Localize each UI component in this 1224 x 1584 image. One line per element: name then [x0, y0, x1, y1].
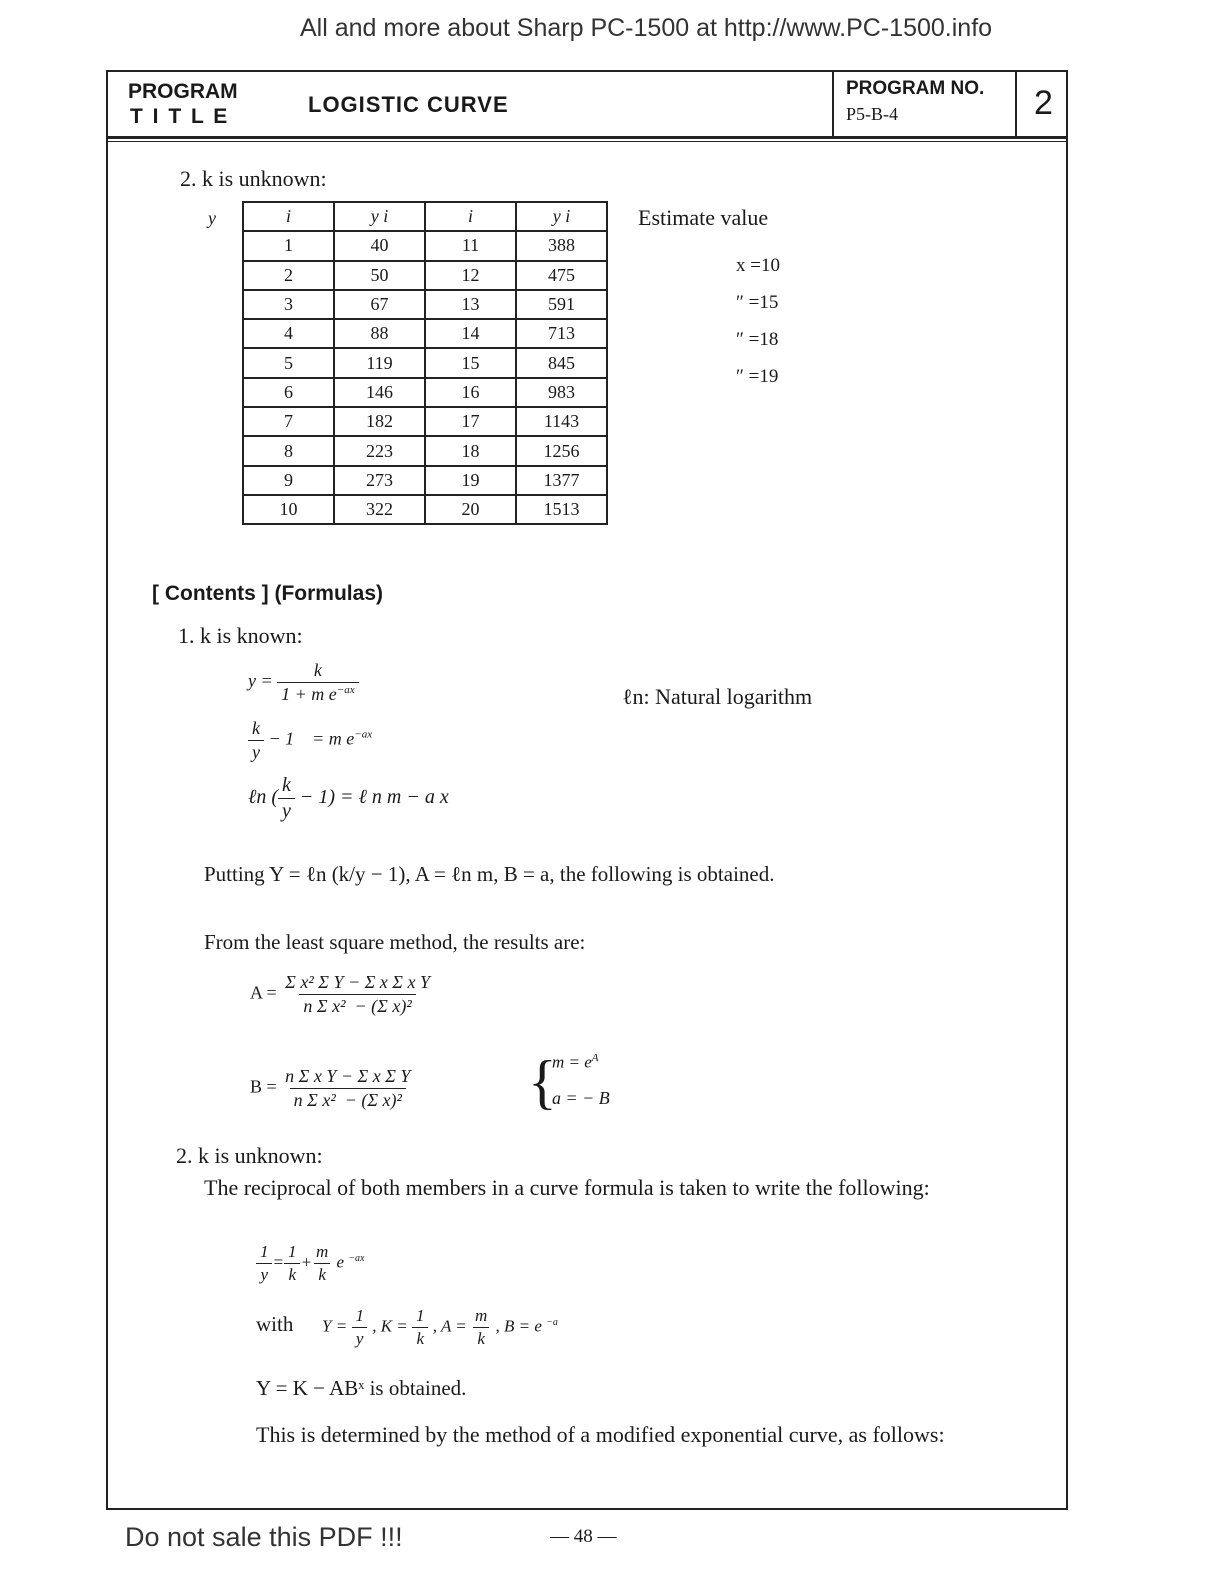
- page-index: 2: [1034, 84, 1053, 122]
- table-cell: 10: [243, 495, 334, 524]
- table-cell: 322: [334, 495, 425, 524]
- contents-heading: [ Contents ] (Formulas): [152, 582, 383, 605]
- obtained-text: Y = K − ABˣ is obtained.: [256, 1376, 467, 1400]
- table-cell: 119: [334, 348, 425, 377]
- table-cell: 16: [425, 378, 516, 407]
- estimate-1: x =10: [736, 255, 780, 276]
- table-row: [243, 495, 607, 524]
- table-row: [243, 290, 607, 319]
- table-cell: 182: [334, 407, 425, 436]
- header-yi-1: y i: [334, 202, 425, 231]
- formula-m: $m = e^A$: [552, 1052, 599, 1072]
- table-row: [243, 466, 607, 495]
- program-label: PROGRAM: [128, 80, 238, 103]
- formula-log: ℓn ( $\frac{k}{y}$ − 1) = ℓ n m − a x: [248, 774, 449, 822]
- table-cell: 1377: [516, 466, 607, 495]
- table-cell: 11: [425, 231, 516, 260]
- table-cell: 146: [334, 378, 425, 407]
- title-separator: [106, 138, 1068, 142]
- ln-note: ℓn: Natural logarithm: [622, 684, 813, 709]
- header-yi-2: y i: [516, 202, 607, 231]
- table-cell: 388: [516, 231, 607, 260]
- title-divider: [832, 70, 834, 138]
- least-square-text: From the least square method, the results are:: [204, 930, 586, 954]
- table-cell: 20: [425, 495, 516, 524]
- estimate-3: ″ =18: [736, 329, 779, 350]
- table-cell: 475: [516, 261, 607, 290]
- program-no-label: PROGRAM NO.: [846, 78, 985, 99]
- brace: {: [528, 1049, 557, 1115]
- table-row: [243, 378, 607, 407]
- table-cell: 14: [425, 319, 516, 348]
- page-number: — 48 —: [550, 1526, 617, 1547]
- program-title: LOGISTIC CURVE: [308, 92, 509, 117]
- table-row: [243, 319, 607, 348]
- table-cell: 6: [243, 378, 334, 407]
- table-row: [243, 231, 607, 260]
- table-header-row: [243, 202, 607, 231]
- formula-b: B = $\frac{\text{n Σ x Y − Σ x Σ Y}}{\text{n Σ x² − (Σ x)²}}$: [250, 1066, 411, 1110]
- page-index-divider: [1015, 70, 1017, 138]
- table-cell: 1256: [516, 436, 607, 465]
- table-cell: 713: [516, 319, 607, 348]
- table-cell: 273: [334, 466, 425, 495]
- table-cell: 1513: [516, 495, 607, 524]
- table-cell: 983: [516, 378, 607, 407]
- table-cell: 17: [425, 407, 516, 436]
- table-cell: 591: [516, 290, 607, 319]
- table-cell: 67: [334, 290, 425, 319]
- header-i-2: i: [425, 202, 516, 231]
- table-cell: 845: [516, 348, 607, 377]
- table-cell: 5: [243, 348, 334, 377]
- table-cell: 50: [334, 261, 425, 290]
- formula-ratio: $\frac{k}{y}$ − 1 = m $e^{-ax}$: [248, 718, 372, 763]
- program-no: P5-B-4: [846, 104, 899, 124]
- with-label: with: [256, 1312, 294, 1336]
- estimate-2: ″ =15: [736, 292, 779, 313]
- table-cell: 223: [334, 436, 425, 465]
- header-i-1: i: [243, 202, 334, 231]
- unknown-heading: 2. k is unknown:: [176, 1143, 323, 1168]
- table-cell: 12: [425, 261, 516, 290]
- formula-reciprocal: $\frac{1}{y}$ = $\frac{1}{k}$ + $\frac{m}{k}$ e $^{-ax}$: [256, 1242, 364, 1285]
- table-cell: 40: [334, 231, 425, 260]
- table-cell: 1143: [516, 407, 607, 436]
- table-cell: 88: [334, 319, 425, 348]
- table-row: [243, 261, 607, 290]
- table-cell: 18: [425, 436, 516, 465]
- table-cell: 8: [243, 436, 334, 465]
- table-row: [243, 436, 607, 465]
- formula-substitution: Y = $\frac{1}{y}$ , K = $\frac{1}{k}$ , A = $\frac{m}{k}$ , B = e $^{-a}$: [322, 1306, 558, 1348]
- table-cell: 3: [243, 290, 334, 319]
- example-heading: 2. k is unknown:: [180, 166, 327, 191]
- table-cell: 7: [243, 407, 334, 436]
- footer-notice: Do not sale this PDF !!!: [125, 1522, 403, 1552]
- table-cell: 2: [243, 261, 334, 290]
- table-cell: 13: [425, 290, 516, 319]
- table-cell: 1: [243, 231, 334, 260]
- formula-a: A = $\frac{\text{Σ x² Σ Y − Σ x Σ x Y}}{\text{n Σ x² − (Σ x)²}}$: [250, 972, 430, 1016]
- data-table: [242, 201, 608, 525]
- table-cell: 9: [243, 466, 334, 495]
- table-row: [243, 407, 607, 436]
- y-label: y: [208, 208, 216, 228]
- table-cell: 4: [243, 319, 334, 348]
- formula-alpha: a = − B: [552, 1088, 610, 1108]
- reciprocal-text: The reciprocal of both members in a curve formula is taken to write the following:: [204, 1175, 930, 1200]
- determined-text: This is determined by the method of a modified exponential curve, as follows:: [256, 1422, 945, 1447]
- table-cell: 15: [425, 348, 516, 377]
- estimate-4: ″ =19: [736, 366, 779, 387]
- formula-logistic: y = $\frac{k}{1 + m e^{-ax}}$: [248, 660, 359, 705]
- estimate-label: Estimate value: [638, 205, 769, 230]
- table-row: [243, 348, 607, 377]
- putting-text: Putting Y = ℓn (k/y − 1), A = ℓn m, B = a, the following is obtained.: [204, 862, 775, 886]
- site-header: All and more about Sharp PC-1500 at http://www.PC-1500.info: [300, 14, 993, 42]
- known-heading: 1. k is known:: [178, 623, 303, 648]
- table-cell: 19: [425, 466, 516, 495]
- title-label: T I T L E: [130, 105, 230, 128]
